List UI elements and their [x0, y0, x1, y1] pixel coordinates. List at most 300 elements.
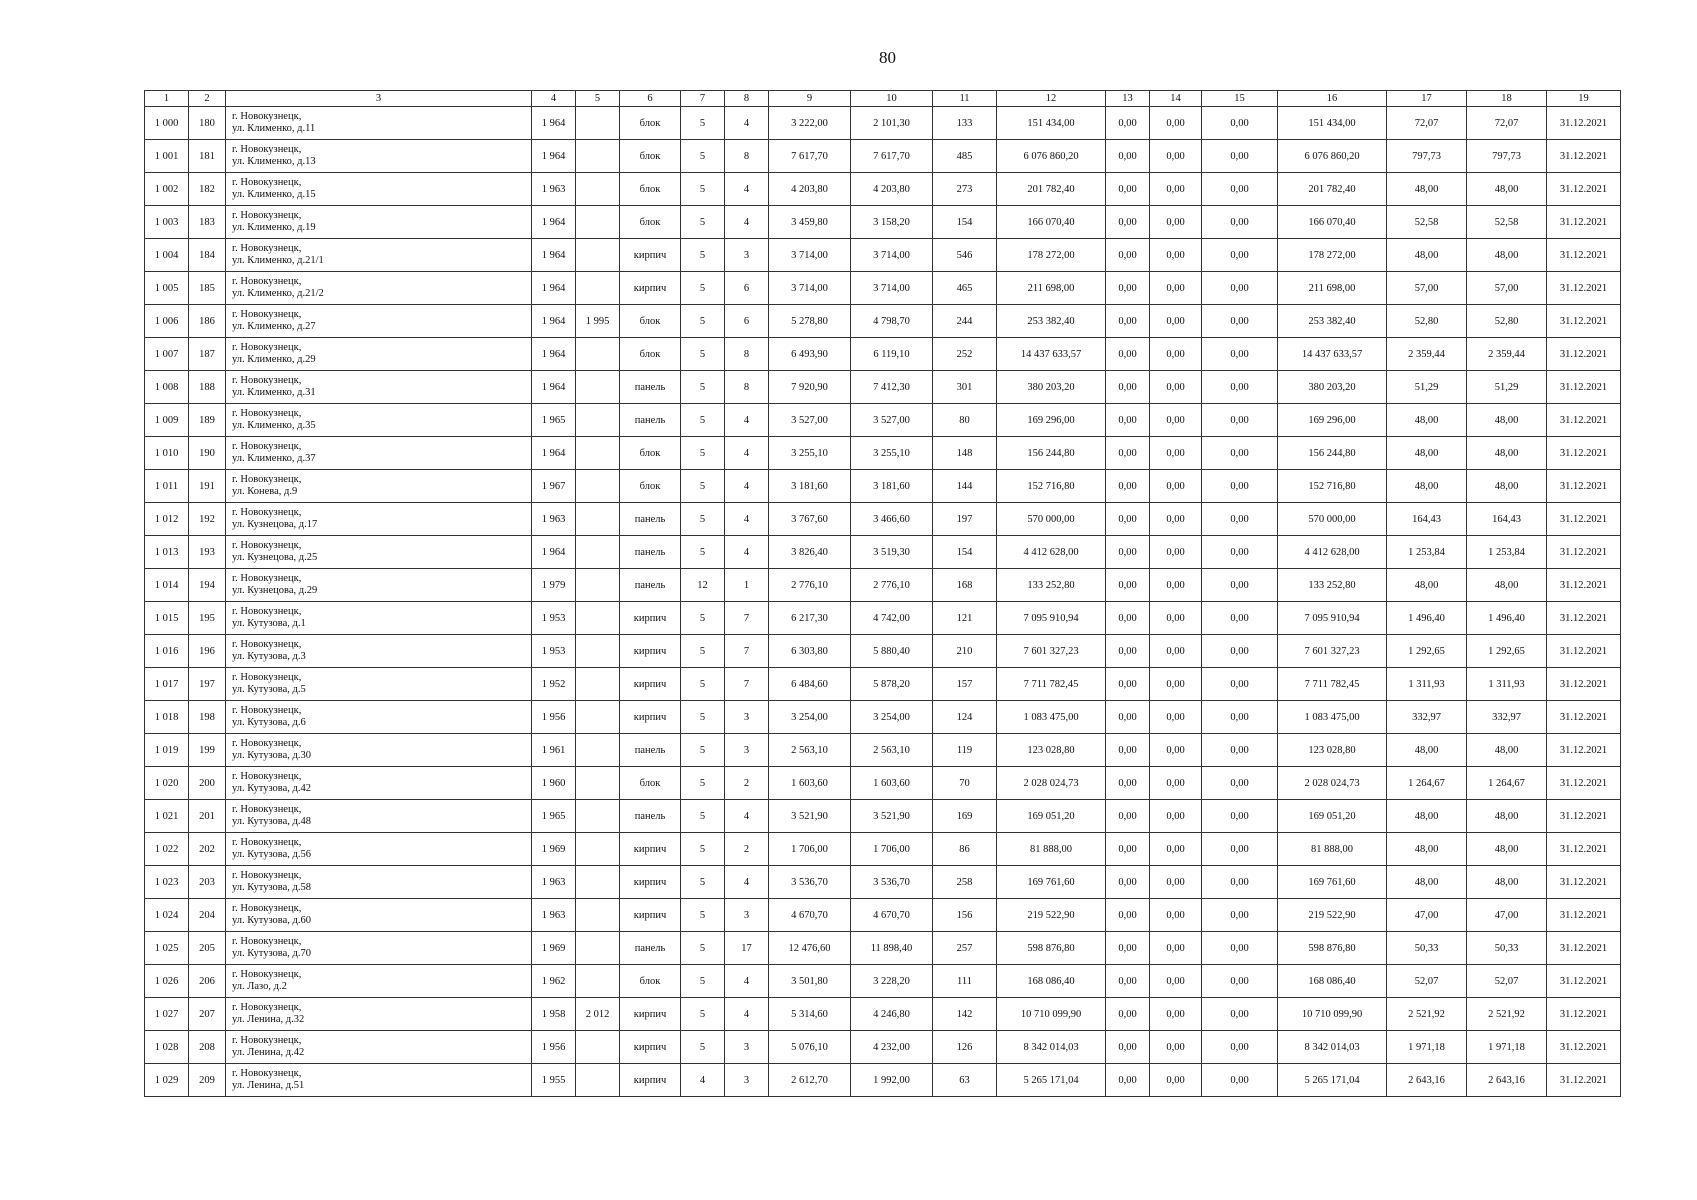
address-street: ул. Лазо, д.2 [232, 981, 287, 992]
cell-col-6: блок [620, 470, 681, 503]
cell-col-9: 7 617,70 [769, 140, 851, 173]
cell-col-10: 7 617,70 [851, 140, 933, 173]
cell-col-18: 47,00 [1467, 899, 1547, 932]
cell-col-13: 0,00 [1106, 107, 1150, 140]
cell-col-11: 80 [933, 404, 997, 437]
address-city: г. Новокузнецк, [232, 342, 302, 353]
cell-col-12: 201 782,40 [997, 173, 1106, 206]
address-street: ул. Кутузова, д.3 [232, 651, 306, 662]
cell-col-19: 31.12.2021 [1547, 734, 1621, 767]
address-city: г. Новокузнецк, [232, 375, 302, 386]
column-header-4: 4 [532, 91, 576, 107]
cell-col-13: 0,00 [1106, 404, 1150, 437]
cell-col-13: 0,00 [1106, 371, 1150, 404]
cell-col-17: 48,00 [1387, 470, 1467, 503]
cell-col-8: 2 [725, 767, 769, 800]
cell-col-4: 1 953 [532, 602, 576, 635]
cell-col-19: 31.12.2021 [1547, 602, 1621, 635]
cell-address [226, 470, 532, 503]
cell-col-12: 2 028 024,73 [997, 767, 1106, 800]
cell-col-6: кирпич [620, 239, 681, 272]
address-city: г. Новокузнецк, [232, 705, 302, 716]
cell-address [226, 1031, 532, 1064]
cell-col-19: 31.12.2021 [1547, 1064, 1621, 1097]
table-row [145, 206, 1621, 239]
cell-col-8: 17 [725, 932, 769, 965]
cell-col-4: 1 969 [532, 932, 576, 965]
cell-col-2: 195 [189, 602, 226, 635]
cell-col-16: 201 782,40 [1278, 173, 1387, 206]
cell-col-16: 151 434,00 [1278, 107, 1387, 140]
table-row [145, 404, 1621, 437]
address-city: г. Новокузнецк, [232, 309, 302, 320]
cell-col-19: 31.12.2021 [1547, 800, 1621, 833]
cell-col-19: 31.12.2021 [1547, 701, 1621, 734]
cell-col-11: 156 [933, 899, 997, 932]
cell-col-4: 1 963 [532, 503, 576, 536]
cell-col-12: 169 051,20 [997, 800, 1106, 833]
cell-col-11: 111 [933, 965, 997, 998]
cell-col-8: 4 [725, 437, 769, 470]
table-row [145, 305, 1621, 338]
cell-col-11: 244 [933, 305, 997, 338]
cell-col-11: 485 [933, 140, 997, 173]
cell-col-15: 0,00 [1202, 899, 1278, 932]
cell-col-10: 3 714,00 [851, 239, 933, 272]
cell-col-7: 5 [681, 404, 725, 437]
cell-col-4: 1 964 [532, 239, 576, 272]
cell-col-15: 0,00 [1202, 965, 1278, 998]
cell-col-2: 209 [189, 1064, 226, 1097]
cell-col-10: 1 706,00 [851, 833, 933, 866]
cell-col-12: 8 342 014,03 [997, 1031, 1106, 1064]
cell-col-2: 194 [189, 569, 226, 602]
cell-col-6: блок [620, 767, 681, 800]
cell-col-1: 1 019 [145, 734, 189, 767]
column-header-3: 3 [226, 91, 532, 107]
column-header-18: 18 [1467, 91, 1547, 107]
cell-col-17: 50,33 [1387, 932, 1467, 965]
cell-col-17: 2 521,92 [1387, 998, 1467, 1031]
cell-col-8: 6 [725, 305, 769, 338]
cell-col-19: 31.12.2021 [1547, 470, 1621, 503]
cell-col-5: 2 012 [576, 998, 620, 1031]
cell-col-8: 4 [725, 404, 769, 437]
cell-col-9: 4 670,70 [769, 899, 851, 932]
cell-col-9: 3 501,80 [769, 965, 851, 998]
cell-col-15: 0,00 [1202, 635, 1278, 668]
cell-col-12: 211 698,00 [997, 272, 1106, 305]
cell-col-13: 0,00 [1106, 668, 1150, 701]
cell-col-14: 0,00 [1150, 1031, 1202, 1064]
cell-col-18: 797,73 [1467, 140, 1547, 173]
table-row [145, 338, 1621, 371]
cell-col-8: 3 [725, 899, 769, 932]
cell-col-19: 31.12.2021 [1547, 338, 1621, 371]
cell-col-17: 164,43 [1387, 503, 1467, 536]
cell-col-18: 1 292,65 [1467, 635, 1547, 668]
cell-col-12: 570 000,00 [997, 503, 1106, 536]
cell-col-10: 3 527,00 [851, 404, 933, 437]
cell-col-11: 168 [933, 569, 997, 602]
cell-address [226, 668, 532, 701]
cell-col-9: 3 714,00 [769, 239, 851, 272]
table-row [145, 569, 1621, 602]
cell-col-19: 31.12.2021 [1547, 866, 1621, 899]
cell-col-7: 5 [681, 1031, 725, 1064]
cell-col-16: 169 051,20 [1278, 800, 1387, 833]
address-city: г. Новокузнецк, [232, 111, 302, 122]
table-row [145, 866, 1621, 899]
cell-col-18: 48,00 [1467, 404, 1547, 437]
cell-col-6: блок [620, 107, 681, 140]
cell-col-13: 0,00 [1106, 470, 1150, 503]
cell-col-8: 4 [725, 206, 769, 239]
cell-col-10: 4 798,70 [851, 305, 933, 338]
cell-col-1: 1 018 [145, 701, 189, 734]
cell-address [226, 932, 532, 965]
cell-col-2: 189 [189, 404, 226, 437]
cell-col-16: 169 296,00 [1278, 404, 1387, 437]
cell-col-6: блок [620, 173, 681, 206]
cell-col-7: 12 [681, 569, 725, 602]
cell-col-16: 219 522,90 [1278, 899, 1387, 932]
cell-col-1: 1 020 [145, 767, 189, 800]
cell-col-13: 0,00 [1106, 701, 1150, 734]
cell-col-10: 3 466,60 [851, 503, 933, 536]
table-row [145, 668, 1621, 701]
cell-col-12: 81 888,00 [997, 833, 1106, 866]
cell-col-11: 142 [933, 998, 997, 1031]
cell-address [226, 767, 532, 800]
cell-col-1: 1 011 [145, 470, 189, 503]
address-city: г. Новокузнецк, [232, 639, 302, 650]
cell-col-15: 0,00 [1202, 1064, 1278, 1097]
address-street: ул. Кутузова, д.58 [232, 882, 311, 893]
cell-col-2: 196 [189, 635, 226, 668]
cell-col-11: 121 [933, 602, 997, 635]
cell-col-18: 48,00 [1467, 866, 1547, 899]
cell-col-8: 4 [725, 107, 769, 140]
cell-col-1: 1 003 [145, 206, 189, 239]
cell-col-10: 3 254,00 [851, 701, 933, 734]
cell-col-7: 4 [681, 1064, 725, 1097]
cell-col-4: 1 969 [532, 833, 576, 866]
cell-col-2: 191 [189, 470, 226, 503]
table-body [145, 107, 1621, 1097]
column-header-12: 12 [997, 91, 1106, 107]
cell-address [226, 734, 532, 767]
cell-col-8: 3 [725, 239, 769, 272]
cell-col-19: 31.12.2021 [1547, 404, 1621, 437]
cell-col-2: 197 [189, 668, 226, 701]
cell-col-18: 52,07 [1467, 965, 1547, 998]
cell-col-9: 3 222,00 [769, 107, 851, 140]
table-row [145, 998, 1621, 1031]
cell-col-6: панель [620, 569, 681, 602]
cell-col-6: блок [620, 206, 681, 239]
cell-col-17: 48,00 [1387, 866, 1467, 899]
cell-col-7: 5 [681, 635, 725, 668]
cell-col-17: 48,00 [1387, 800, 1467, 833]
cell-address [226, 503, 532, 536]
cell-col-16: 5 265 171,04 [1278, 1064, 1387, 1097]
address-city: г. Новокузнецк, [232, 771, 302, 782]
cell-col-7: 5 [681, 899, 725, 932]
cell-col-4: 1 964 [532, 107, 576, 140]
cell-col-14: 0,00 [1150, 602, 1202, 635]
cell-col-9: 7 920,90 [769, 371, 851, 404]
cell-address [226, 206, 532, 239]
cell-col-12: 598 876,80 [997, 932, 1106, 965]
cell-col-2: 190 [189, 437, 226, 470]
cell-col-17: 2 643,16 [1387, 1064, 1467, 1097]
cell-col-14: 0,00 [1150, 701, 1202, 734]
cell-col-5 [576, 140, 620, 173]
cell-col-4: 1 964 [532, 140, 576, 173]
cell-col-13: 0,00 [1106, 206, 1150, 239]
address-city: г. Новокузнецк, [232, 1035, 302, 1046]
cell-col-7: 5 [681, 272, 725, 305]
address-street: ул. Клименко, д.21/2 [232, 288, 324, 299]
cell-col-18: 51,29 [1467, 371, 1547, 404]
cell-col-18: 52,80 [1467, 305, 1547, 338]
cell-col-2: 198 [189, 701, 226, 734]
cell-col-15: 0,00 [1202, 932, 1278, 965]
cell-col-11: 301 [933, 371, 997, 404]
cell-col-7: 5 [681, 140, 725, 173]
address-city: г. Новокузнецк, [232, 474, 302, 485]
cell-col-8: 2 [725, 833, 769, 866]
cell-col-13: 0,00 [1106, 833, 1150, 866]
cell-col-16: 133 252,80 [1278, 569, 1387, 602]
cell-col-6: панель [620, 734, 681, 767]
cell-col-11: 86 [933, 833, 997, 866]
cell-col-8: 4 [725, 800, 769, 833]
cell-col-2: 183 [189, 206, 226, 239]
cell-col-6: панель [620, 371, 681, 404]
cell-col-1: 1 008 [145, 371, 189, 404]
cell-col-5 [576, 899, 620, 932]
cell-col-2: 193 [189, 536, 226, 569]
cell-col-11: 148 [933, 437, 997, 470]
table-row [145, 833, 1621, 866]
cell-col-18: 332,97 [1467, 701, 1547, 734]
cell-col-2: 188 [189, 371, 226, 404]
cell-col-10: 4 742,00 [851, 602, 933, 635]
cell-col-12: 133 252,80 [997, 569, 1106, 602]
table-row [145, 800, 1621, 833]
cell-col-5 [576, 239, 620, 272]
table-row [145, 602, 1621, 635]
cell-col-13: 0,00 [1106, 305, 1150, 338]
cell-col-8: 8 [725, 338, 769, 371]
cell-col-8: 7 [725, 635, 769, 668]
cell-col-9: 2 563,10 [769, 734, 851, 767]
cell-col-12: 151 434,00 [997, 107, 1106, 140]
cell-col-14: 0,00 [1150, 107, 1202, 140]
cell-col-14: 0,00 [1150, 965, 1202, 998]
cell-col-7: 5 [681, 437, 725, 470]
cell-col-1: 1 028 [145, 1031, 189, 1064]
cell-col-19: 31.12.2021 [1547, 965, 1621, 998]
cell-col-17: 52,07 [1387, 965, 1467, 998]
cell-col-9: 3 527,00 [769, 404, 851, 437]
cell-col-19: 31.12.2021 [1547, 767, 1621, 800]
column-header-5: 5 [576, 91, 620, 107]
cell-col-11: 124 [933, 701, 997, 734]
cell-col-15: 0,00 [1202, 569, 1278, 602]
cell-col-5 [576, 932, 620, 965]
cell-address [226, 701, 532, 734]
cell-col-8: 3 [725, 701, 769, 734]
cell-col-7: 5 [681, 371, 725, 404]
cell-col-5 [576, 404, 620, 437]
cell-col-17: 1 253,84 [1387, 536, 1467, 569]
address-street: ул. Конева, д.9 [232, 486, 298, 497]
cell-col-11: 273 [933, 173, 997, 206]
cell-col-11: 63 [933, 1064, 997, 1097]
cell-col-11: 119 [933, 734, 997, 767]
cell-col-6: блок [620, 305, 681, 338]
cell-col-2: 184 [189, 239, 226, 272]
cell-col-13: 0,00 [1106, 338, 1150, 371]
cell-col-13: 0,00 [1106, 272, 1150, 305]
cell-col-6: кирпич [620, 635, 681, 668]
cell-col-9: 5 314,60 [769, 998, 851, 1031]
address-city: г. Новокузнецк, [232, 969, 302, 980]
address-city: г. Новокузнецк, [232, 243, 302, 254]
cell-col-7: 5 [681, 602, 725, 635]
cell-col-17: 1 311,93 [1387, 668, 1467, 701]
cell-col-6: панель [620, 404, 681, 437]
cell-col-13: 0,00 [1106, 767, 1150, 800]
cell-col-13: 0,00 [1106, 965, 1150, 998]
cell-col-11: 144 [933, 470, 997, 503]
cell-col-7: 5 [681, 305, 725, 338]
address-city: г. Новокузнецк, [232, 573, 302, 584]
cell-col-18: 48,00 [1467, 239, 1547, 272]
cell-col-2: 202 [189, 833, 226, 866]
cell-col-1: 1 025 [145, 932, 189, 965]
cell-col-1: 1 000 [145, 107, 189, 140]
cell-col-1: 1 027 [145, 998, 189, 1031]
address-city: г. Новокузнецк, [232, 672, 302, 683]
cell-col-1: 1 012 [145, 503, 189, 536]
cell-col-6: блок [620, 140, 681, 173]
cell-col-1: 1 006 [145, 305, 189, 338]
column-header-6: 6 [620, 91, 681, 107]
cell-col-13: 0,00 [1106, 998, 1150, 1031]
table-row [145, 701, 1621, 734]
column-header-17: 17 [1387, 91, 1467, 107]
cell-col-15: 0,00 [1202, 173, 1278, 206]
cell-col-6: кирпич [620, 701, 681, 734]
cell-col-7: 5 [681, 965, 725, 998]
cell-col-4: 1 964 [532, 338, 576, 371]
cell-col-13: 0,00 [1106, 635, 1150, 668]
cell-col-12: 169 296,00 [997, 404, 1106, 437]
address-street: ул. Клименко, д.29 [232, 354, 316, 365]
address-city: г. Новокузнецк, [232, 606, 302, 617]
cell-col-1: 1 016 [145, 635, 189, 668]
cell-col-10: 2 776,10 [851, 569, 933, 602]
cell-col-19: 31.12.2021 [1547, 536, 1621, 569]
cell-col-16: 123 028,80 [1278, 734, 1387, 767]
table-row [145, 899, 1621, 932]
header-row [145, 91, 1621, 107]
cell-col-9: 1 706,00 [769, 833, 851, 866]
cell-col-19: 31.12.2021 [1547, 569, 1621, 602]
cell-col-10: 1 992,00 [851, 1064, 933, 1097]
cell-col-16: 169 761,60 [1278, 866, 1387, 899]
cell-col-5 [576, 1031, 620, 1064]
cell-col-16: 598 876,80 [1278, 932, 1387, 965]
cell-col-17: 52,58 [1387, 206, 1467, 239]
cell-col-2: 200 [189, 767, 226, 800]
cell-col-15: 0,00 [1202, 734, 1278, 767]
cell-col-6: панель [620, 800, 681, 833]
cell-col-7: 5 [681, 503, 725, 536]
cell-col-12: 4 412 628,00 [997, 536, 1106, 569]
cell-address [226, 536, 532, 569]
cell-col-12: 6 076 860,20 [997, 140, 1106, 173]
address-city: г. Новокузнецк, [232, 903, 302, 914]
cell-col-11: 154 [933, 206, 997, 239]
cell-col-15: 0,00 [1202, 998, 1278, 1031]
cell-col-11: 546 [933, 239, 997, 272]
cell-col-6: блок [620, 437, 681, 470]
cell-col-6: кирпич [620, 866, 681, 899]
cell-col-13: 0,00 [1106, 503, 1150, 536]
cell-col-4: 1 955 [532, 1064, 576, 1097]
cell-col-2: 201 [189, 800, 226, 833]
cell-col-13: 0,00 [1106, 140, 1150, 173]
cell-address [226, 833, 532, 866]
cell-col-16: 6 076 860,20 [1278, 140, 1387, 173]
cell-col-13: 0,00 [1106, 734, 1150, 767]
cell-col-16: 380 203,20 [1278, 371, 1387, 404]
cell-col-15: 0,00 [1202, 371, 1278, 404]
cell-col-14: 0,00 [1150, 899, 1202, 932]
cell-col-12: 5 265 171,04 [997, 1064, 1106, 1097]
address-city: г. Новокузнецк, [232, 276, 302, 287]
cell-col-4: 1 964 [532, 206, 576, 239]
cell-col-13: 0,00 [1106, 899, 1150, 932]
table-row [145, 503, 1621, 536]
cell-col-5 [576, 701, 620, 734]
cell-col-18: 48,00 [1467, 437, 1547, 470]
address-city: г. Новокузнецк, [232, 936, 302, 947]
table-row [145, 470, 1621, 503]
cell-address [226, 371, 532, 404]
cell-col-10: 3 536,70 [851, 866, 933, 899]
cell-col-14: 0,00 [1150, 668, 1202, 701]
cell-col-6: блок [620, 965, 681, 998]
cell-col-12: 166 070,40 [997, 206, 1106, 239]
cell-col-18: 1 496,40 [1467, 602, 1547, 635]
cell-col-11: 169 [933, 800, 997, 833]
cell-address [226, 635, 532, 668]
cell-col-15: 0,00 [1202, 206, 1278, 239]
address-street: ул. Кутузова, д.42 [232, 783, 311, 794]
cell-col-2: 204 [189, 899, 226, 932]
cell-col-12: 7 601 327,23 [997, 635, 1106, 668]
data-table [144, 90, 1621, 1097]
cell-col-14: 0,00 [1150, 404, 1202, 437]
cell-col-15: 0,00 [1202, 404, 1278, 437]
cell-col-16: 14 437 633,57 [1278, 338, 1387, 371]
